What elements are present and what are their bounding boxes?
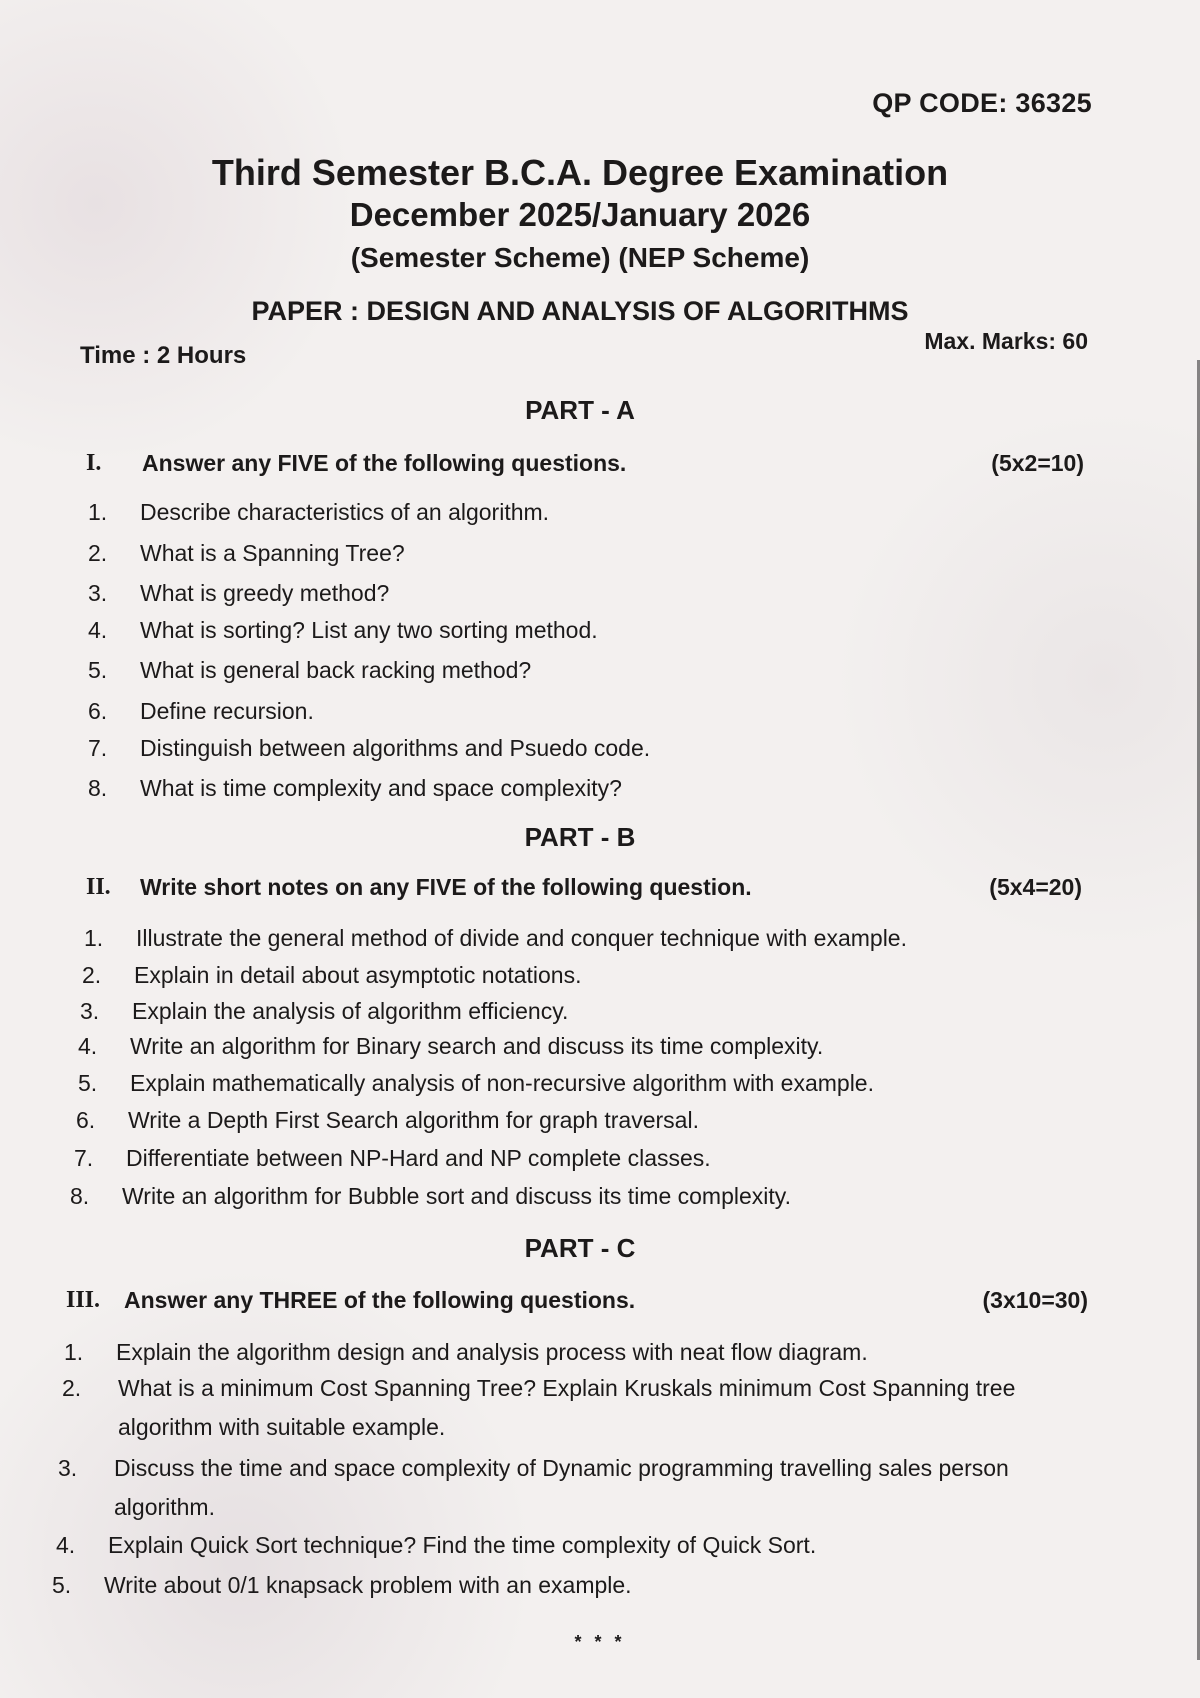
list-item: [64, 1339, 868, 1366]
list-item: [76, 1107, 699, 1134]
part-c-instruction-row: [0, 1287, 1200, 1319]
section-marks: (5x2=10): [991, 450, 1084, 476]
question-text: What is time complexity and space complexity?: [140, 775, 622, 801]
section-marks: (3x10=30): [982, 1287, 1088, 1313]
question-text: Explain in detail about asymptotic notations.: [134, 962, 582, 988]
question-number: 8.: [70, 1183, 90, 1209]
question-number: 4.: [78, 1033, 98, 1059]
question-text: Describe characteristics of an algorithm.: [140, 499, 550, 525]
question-number: 5.: [88, 657, 108, 683]
list-item: [74, 1145, 711, 1172]
list-item: [84, 925, 907, 952]
list-item: [58, 1449, 1102, 1529]
question-text: Explain the analysis of algorithm efficiency.: [132, 998, 569, 1024]
section-number: I.: [86, 450, 102, 476]
end-of-paper-mark: * * *: [574, 1632, 626, 1652]
question-text: What is greedy method?: [140, 580, 390, 606]
section-instruction: Write short notes on any FIVE of the following question.: [140, 874, 752, 900]
question-text: What is a minimum Cost Spanning Tree? Explain Kruskals minimum Cost Spanning tree algorithm with suitable example.: [118, 1375, 1016, 1440]
question-number: 3.: [88, 580, 108, 606]
question-number: 3.: [80, 998, 100, 1024]
question-text: Explain the algorithm design and analysis process with neat flow diagram.: [116, 1339, 868, 1365]
question-text: What is sorting? List any two sorting method.: [140, 617, 598, 643]
question-number: 3.: [58, 1455, 78, 1481]
question-number: 7.: [74, 1145, 94, 1171]
question-text: What is a Spanning Tree?: [140, 540, 405, 566]
section-number: II.: [86, 874, 111, 900]
question-text: Write about 0/1 knapsack problem with an example.: [104, 1572, 632, 1598]
question-number: 2.: [88, 540, 108, 566]
question-text: Write a Depth First Search algorithm for graph traversal.: [128, 1107, 699, 1133]
question-number: 5.: [78, 1070, 98, 1096]
question-text: Write an algorithm for Binary search and discuss its time complexity.: [130, 1033, 824, 1059]
section-instruction: Answer any FIVE of the following questions.: [142, 450, 627, 476]
question-text: Differentiate between NP-Hard and NP complete classes.: [126, 1145, 711, 1171]
exam-title: Third Semester B.C.A. Degree Examination: [211, 152, 949, 193]
part-b-instruction-row: [0, 874, 1200, 906]
question-number: 1.: [88, 499, 108, 525]
list-item: [78, 1033, 823, 1060]
question-text: Distinguish between algorithms and Psuedo code.: [140, 735, 651, 761]
question-text: Illustrate the general method of divide and conquer technique with example.: [136, 925, 907, 951]
question-number: 5.: [52, 1572, 72, 1598]
list-item: [88, 580, 389, 607]
list-item: [88, 617, 598, 644]
question-number: 2.: [82, 962, 102, 988]
list-item: [88, 657, 531, 684]
question-number: 2.: [62, 1375, 82, 1401]
question-text: Write an algorithm for Bubble sort and discuss its time complexity.: [122, 1183, 791, 1209]
question-text: What is general back racking method?: [140, 657, 532, 683]
part-b-heading: PART - B: [524, 822, 636, 852]
max-marks: Max. Marks: 60: [924, 328, 1088, 354]
time-allowed: Time : 2 Hours: [80, 342, 247, 369]
list-item: [78, 1070, 874, 1097]
list-item: [88, 775, 622, 802]
part-a-instruction-row: [0, 450, 1200, 482]
paper-name: PAPER : DESIGN AND ANALYSIS OF ALGORITHMS: [251, 296, 909, 326]
list-item: [56, 1532, 816, 1559]
list-item: [88, 735, 650, 762]
question-text: Explain Quick Sort technique? Find the time complexity of Quick Sort.: [108, 1532, 817, 1558]
question-number: 7.: [88, 735, 108, 761]
question-number: 8.: [88, 775, 108, 801]
list-item: [62, 1369, 1102, 1449]
question-text: Define recursion.: [140, 698, 314, 724]
section-number: III.: [66, 1287, 101, 1313]
list-item: [82, 962, 582, 989]
question-number: 6.: [76, 1107, 96, 1133]
question-number: 6.: [88, 698, 108, 724]
question-number: 1.: [84, 925, 104, 951]
list-item: [52, 1572, 632, 1599]
question-text: Explain mathematically analysis of non-recursive algorithm with example.: [130, 1070, 874, 1096]
part-c-heading: PART - C: [524, 1233, 636, 1263]
question-number: 4.: [88, 617, 108, 643]
question-number: 4.: [56, 1532, 76, 1558]
question-number: 1.: [64, 1339, 84, 1365]
list-item: [88, 499, 549, 526]
list-item: [70, 1183, 791, 1210]
part-a-heading: PART - A: [525, 395, 635, 425]
exam-session: December 2025/January 2026: [349, 196, 811, 233]
section-instruction: Answer any THREE of the following questions.: [124, 1287, 636, 1313]
exam-scheme: (Semester Scheme) (NEP Scheme): [350, 242, 810, 273]
list-item: [80, 998, 568, 1025]
section-marks: (5x4=20): [989, 874, 1082, 900]
question-text: Discuss the time and space complexity of Dynamic programming travelling sales person algorithm.: [114, 1455, 1009, 1520]
list-item: [88, 698, 314, 725]
list-item: [88, 540, 405, 567]
qp-code: QP CODE: 36325: [872, 88, 1092, 118]
